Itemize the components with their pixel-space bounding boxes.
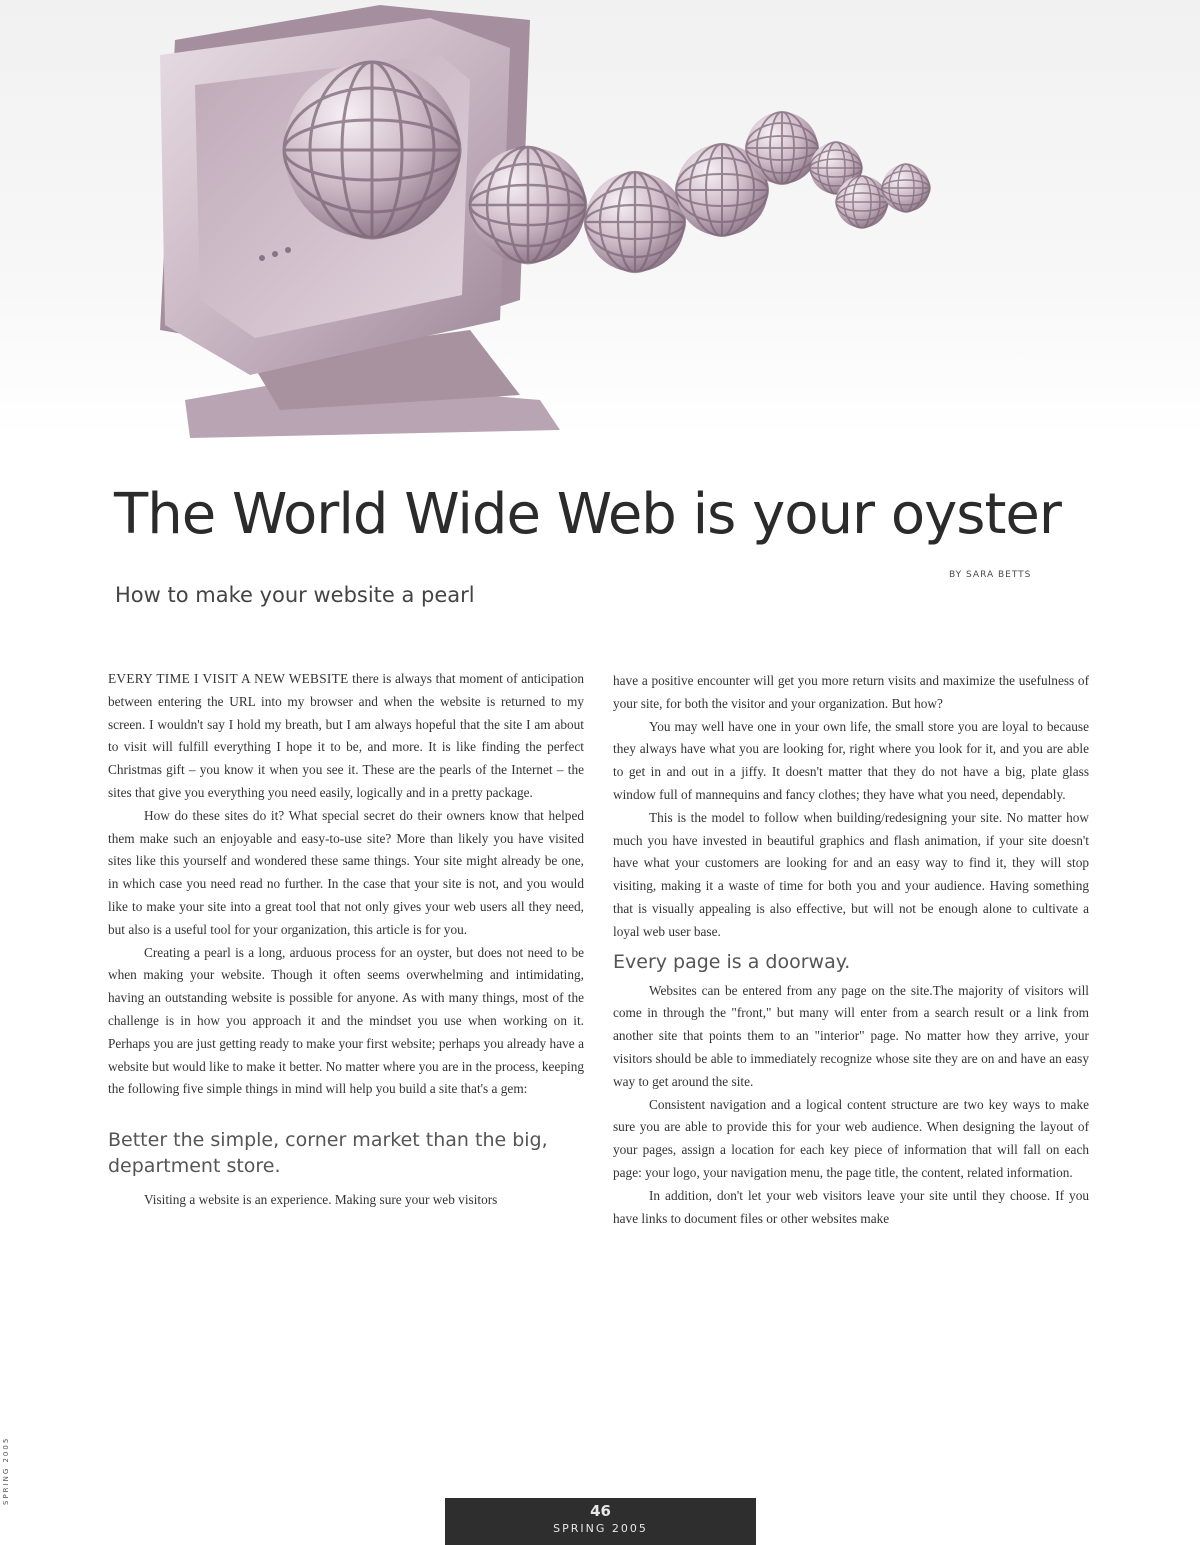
paragraph: This is the model to follow when building/redesigning your site. No matter how much you have invested in beautiful graphics and flash animation, if your site doesn't have what your customers are looking for and an easy way to find it, they will stop visiting, making it a waste of time for both you and your audience. Having something that is visually appealing is also effective, but will not be enough alone to cultivate a loyal web user base. <box>613 809 1089 939</box>
hero-illustration <box>0 0 1200 438</box>
article-subtitle: How to make your website a pearl <box>115 583 475 607</box>
monitor-light <box>285 247 291 253</box>
issue-label: SPRING 2005 <box>553 1522 648 1535</box>
page-number: 46 <box>590 1502 611 1520</box>
paragraph <box>108 668 584 805</box>
globe-medium <box>470 147 586 263</box>
lead-in: EVERY TIME I VISIT A NEW WEBSITE <box>108 671 349 686</box>
paragraph: How do these sites do it? What special secret do their owners know that helped them make such an enjoyable and easy-to-use site? More than likely you have visited sites like this yourself and wondered these same things. Your site might already be one, in which case you need read no further. In the case that your site is not, and you would like to make your site into a great tool that not only gives your web users all they need, but also is a useful tool for your organization, this article is for you. <box>108 807 584 937</box>
globe-small <box>585 172 685 272</box>
globe-small <box>746 112 818 184</box>
left-column <box>108 668 584 1212</box>
paragraph: Websites can be entered from any page on the site.The majority of visitors will come in through the "front," but many will enter from a search result or a link from another site that points them to an "interior" page. No matter how they arrive, your visitors should be able to immediately recognize whose site they are on and have an easy way to get around the site. <box>613 982 1089 1089</box>
page-folio <box>445 1498 756 1545</box>
paragraph: have a positive encounter will get you more return visits and maximize the usefulness of your site, for both the visitor and your organization. But how? <box>613 673 1089 711</box>
paragraph: Visiting a website is an experience. Making sure your web visitors <box>144 1192 498 1208</box>
right-column <box>613 670 1089 1230</box>
monitor-light <box>272 251 278 257</box>
globe-tiny <box>836 176 888 228</box>
paragraph: In addition, don't let your web visitors leave your site until they choose. If you have links to document files or other websites make <box>613 1187 1089 1226</box>
paragraph: Consistent navigation and a logical content structure are two key ways to make sure you are able to provide this for your web audience. When designing the layout of your pages, assign a location for each key piece of information that will fall on each page: your logo, your navigation menu, the page title, the content, related information. <box>613 1096 1089 1180</box>
section-heading: Every page is a doorway. <box>613 950 851 973</box>
side-folio: SPRING 2005 <box>2 1436 10 1505</box>
globe-large <box>284 62 460 238</box>
monitor-light <box>259 255 265 261</box>
article-title: The World Wide Web is your oyster <box>114 482 1061 547</box>
byline: BY SARA BETTS <box>949 570 1032 580</box>
globe-tiny <box>882 164 930 212</box>
paragraph: You may well have one in your own life, the small store you are loyal to because they always have what you are looking for, right where you look for it, and you are able to get in and out in a jiffy. It doesn't matter that they do not have a big, plate glass window full of mannequins and fancy clothes; they have what you need, dependably. <box>613 718 1089 802</box>
paragraph-text: there is always that moment of anticipation between entering the URL into my browser and when the website is returned to my screen. I wouldn't say I hold my breath, but I am always hopeful that the site I am about to visit will fulfill everything I hope it to be, and more. It is like finding the perfect Christmas gift – you know it when you see it. These are the pearls of the Internet – the sites that give you everything you need easily, logically and in a pretty package. <box>108 671 584 800</box>
section-heading: Better the simple, corner market than the big, department store. <box>108 1129 548 1178</box>
paragraph: Creating a pearl is a long, arduous process for an oyster, but does not need to be when making your website. Though it often seems overwhelming and intimidating, having an outstanding website is possible for anyone. As with many things, most of the challenge is in how you approach it and the mindset you use when working on it. Perhaps you are just getting ready to make your first website; perhaps you already have a website but would like to make it better. No matter where you are in the process, keeping the following five simple things in mind will help you build a site that's a gem: <box>108 944 584 1097</box>
monitor-globes-illustration <box>0 0 1200 438</box>
